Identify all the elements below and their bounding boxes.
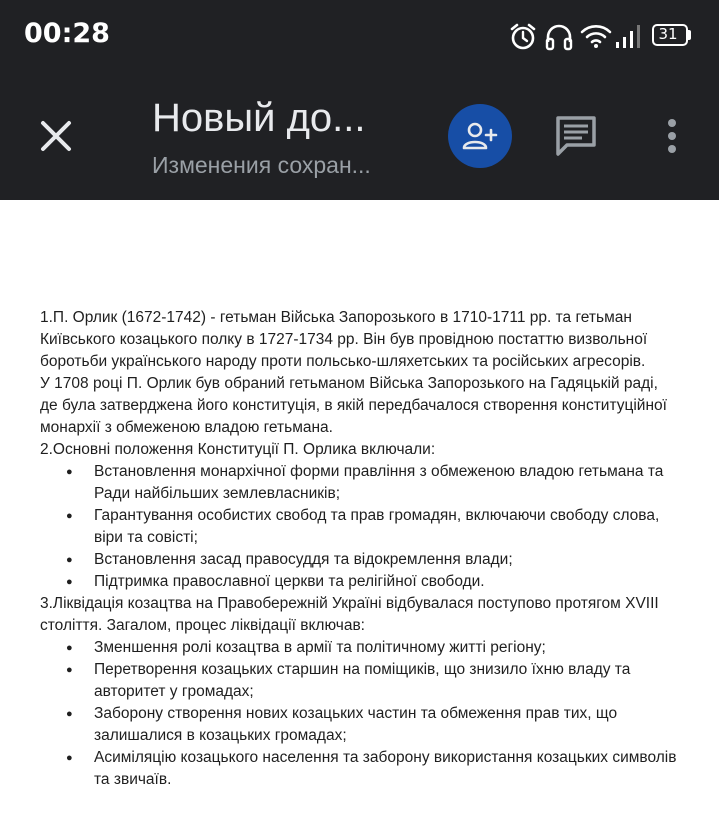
list-item-line: ● Встановлення засад правосуддя та відокремлення влади; xyxy=(94,551,513,568)
list-item xyxy=(40,637,719,659)
text-line: монархії з обмеженою владою гетьмана. xyxy=(40,419,333,436)
provisions-list xyxy=(40,461,719,593)
list-item-line: Ради найбільших землевласників; xyxy=(94,485,341,502)
list-item xyxy=(40,549,719,571)
list-item-line: ● Асиміляцію козацького населення та заборону використання козацьких символів xyxy=(94,749,677,766)
text-line: де була затверджена його конституція, в якій передбачалося створення конституційної xyxy=(40,397,667,414)
comment-icon xyxy=(555,115,597,157)
more-vert-icon xyxy=(667,118,677,154)
list-item-line: ● Заборону створення нових козацьких частин та обмеження прав тих, що xyxy=(94,705,618,722)
text-line: 3.Ліквідація козацтва на Правобережній Україні відбувалася поступово протягом XVIII xyxy=(40,595,659,612)
close-icon xyxy=(39,119,73,153)
document-title[interactable]: Новый до... xyxy=(152,96,366,140)
list-item xyxy=(40,461,719,505)
top-app-bar xyxy=(0,0,719,200)
alarm-icon xyxy=(508,22,538,52)
text-line: боротьби українського народу проти польсько-шляхетських та російських агресорів. xyxy=(40,353,646,370)
list-item-line: ● Встановлення монархічної форми правління з обмеженою владою гетьмана та xyxy=(94,463,664,480)
comment-button[interactable] xyxy=(550,110,602,162)
list-item-line: ● Підтримка православної церкви та релігійної свободи. xyxy=(94,573,485,590)
text-line: 1.П. Орлик (1672-1742) - гетьман Війська Запорозького в 1710-1711 рр. та гетьман xyxy=(40,309,632,326)
more-options-button[interactable] xyxy=(650,110,694,162)
close-button[interactable] xyxy=(30,110,82,162)
list-item-line: залишалися в козацьких громадах; xyxy=(94,727,347,744)
list-item-line: авторитет у громадах; xyxy=(94,683,254,700)
text-line: У 1708 році П. Орлик був обраний гетьманом Війська Запорозького на Гадяцькій раді, xyxy=(40,375,658,392)
list-item xyxy=(40,747,719,791)
text-line: Київського козацького полку в 1727-1734 рр. Він був провідною постаттю визвольної xyxy=(40,331,648,348)
list-item-line: ● Зменшення ролі козацтва в армії та політичному житті регіону; xyxy=(94,639,546,656)
liquidation-list xyxy=(40,637,719,791)
save-status: Изменения сохран... xyxy=(152,152,371,178)
wifi-icon xyxy=(580,22,612,50)
list-item-line: ● Гарантування особистих свобод та прав громадян, включаючи свободу слова, xyxy=(94,507,660,524)
battery-tip xyxy=(688,30,691,40)
list-item xyxy=(40,659,719,703)
battery-icon xyxy=(652,24,688,46)
section-heading: 2.Основні положення Конституції П. Орлика включали: xyxy=(40,441,436,458)
list-item-line: ● Перетворення козацьких старшин на поміщиків, що знизило їхню владу та xyxy=(94,661,631,678)
list-item-line: віри та совісті; xyxy=(94,529,198,546)
battery-level: 31 xyxy=(658,25,678,43)
list-item xyxy=(40,703,719,747)
document-body[interactable] xyxy=(40,307,719,791)
list-item xyxy=(40,505,719,549)
share-button[interactable] xyxy=(448,104,512,168)
list-item xyxy=(40,571,719,593)
list-item-line: та звичаїв. xyxy=(94,771,172,788)
headphones-icon xyxy=(544,22,574,52)
status-time: 00:28 xyxy=(24,18,110,49)
add-person-icon xyxy=(462,121,498,151)
signal-icon xyxy=(614,22,646,50)
text-line: століття. Загалом, процес ліквідації включав: xyxy=(40,617,365,634)
